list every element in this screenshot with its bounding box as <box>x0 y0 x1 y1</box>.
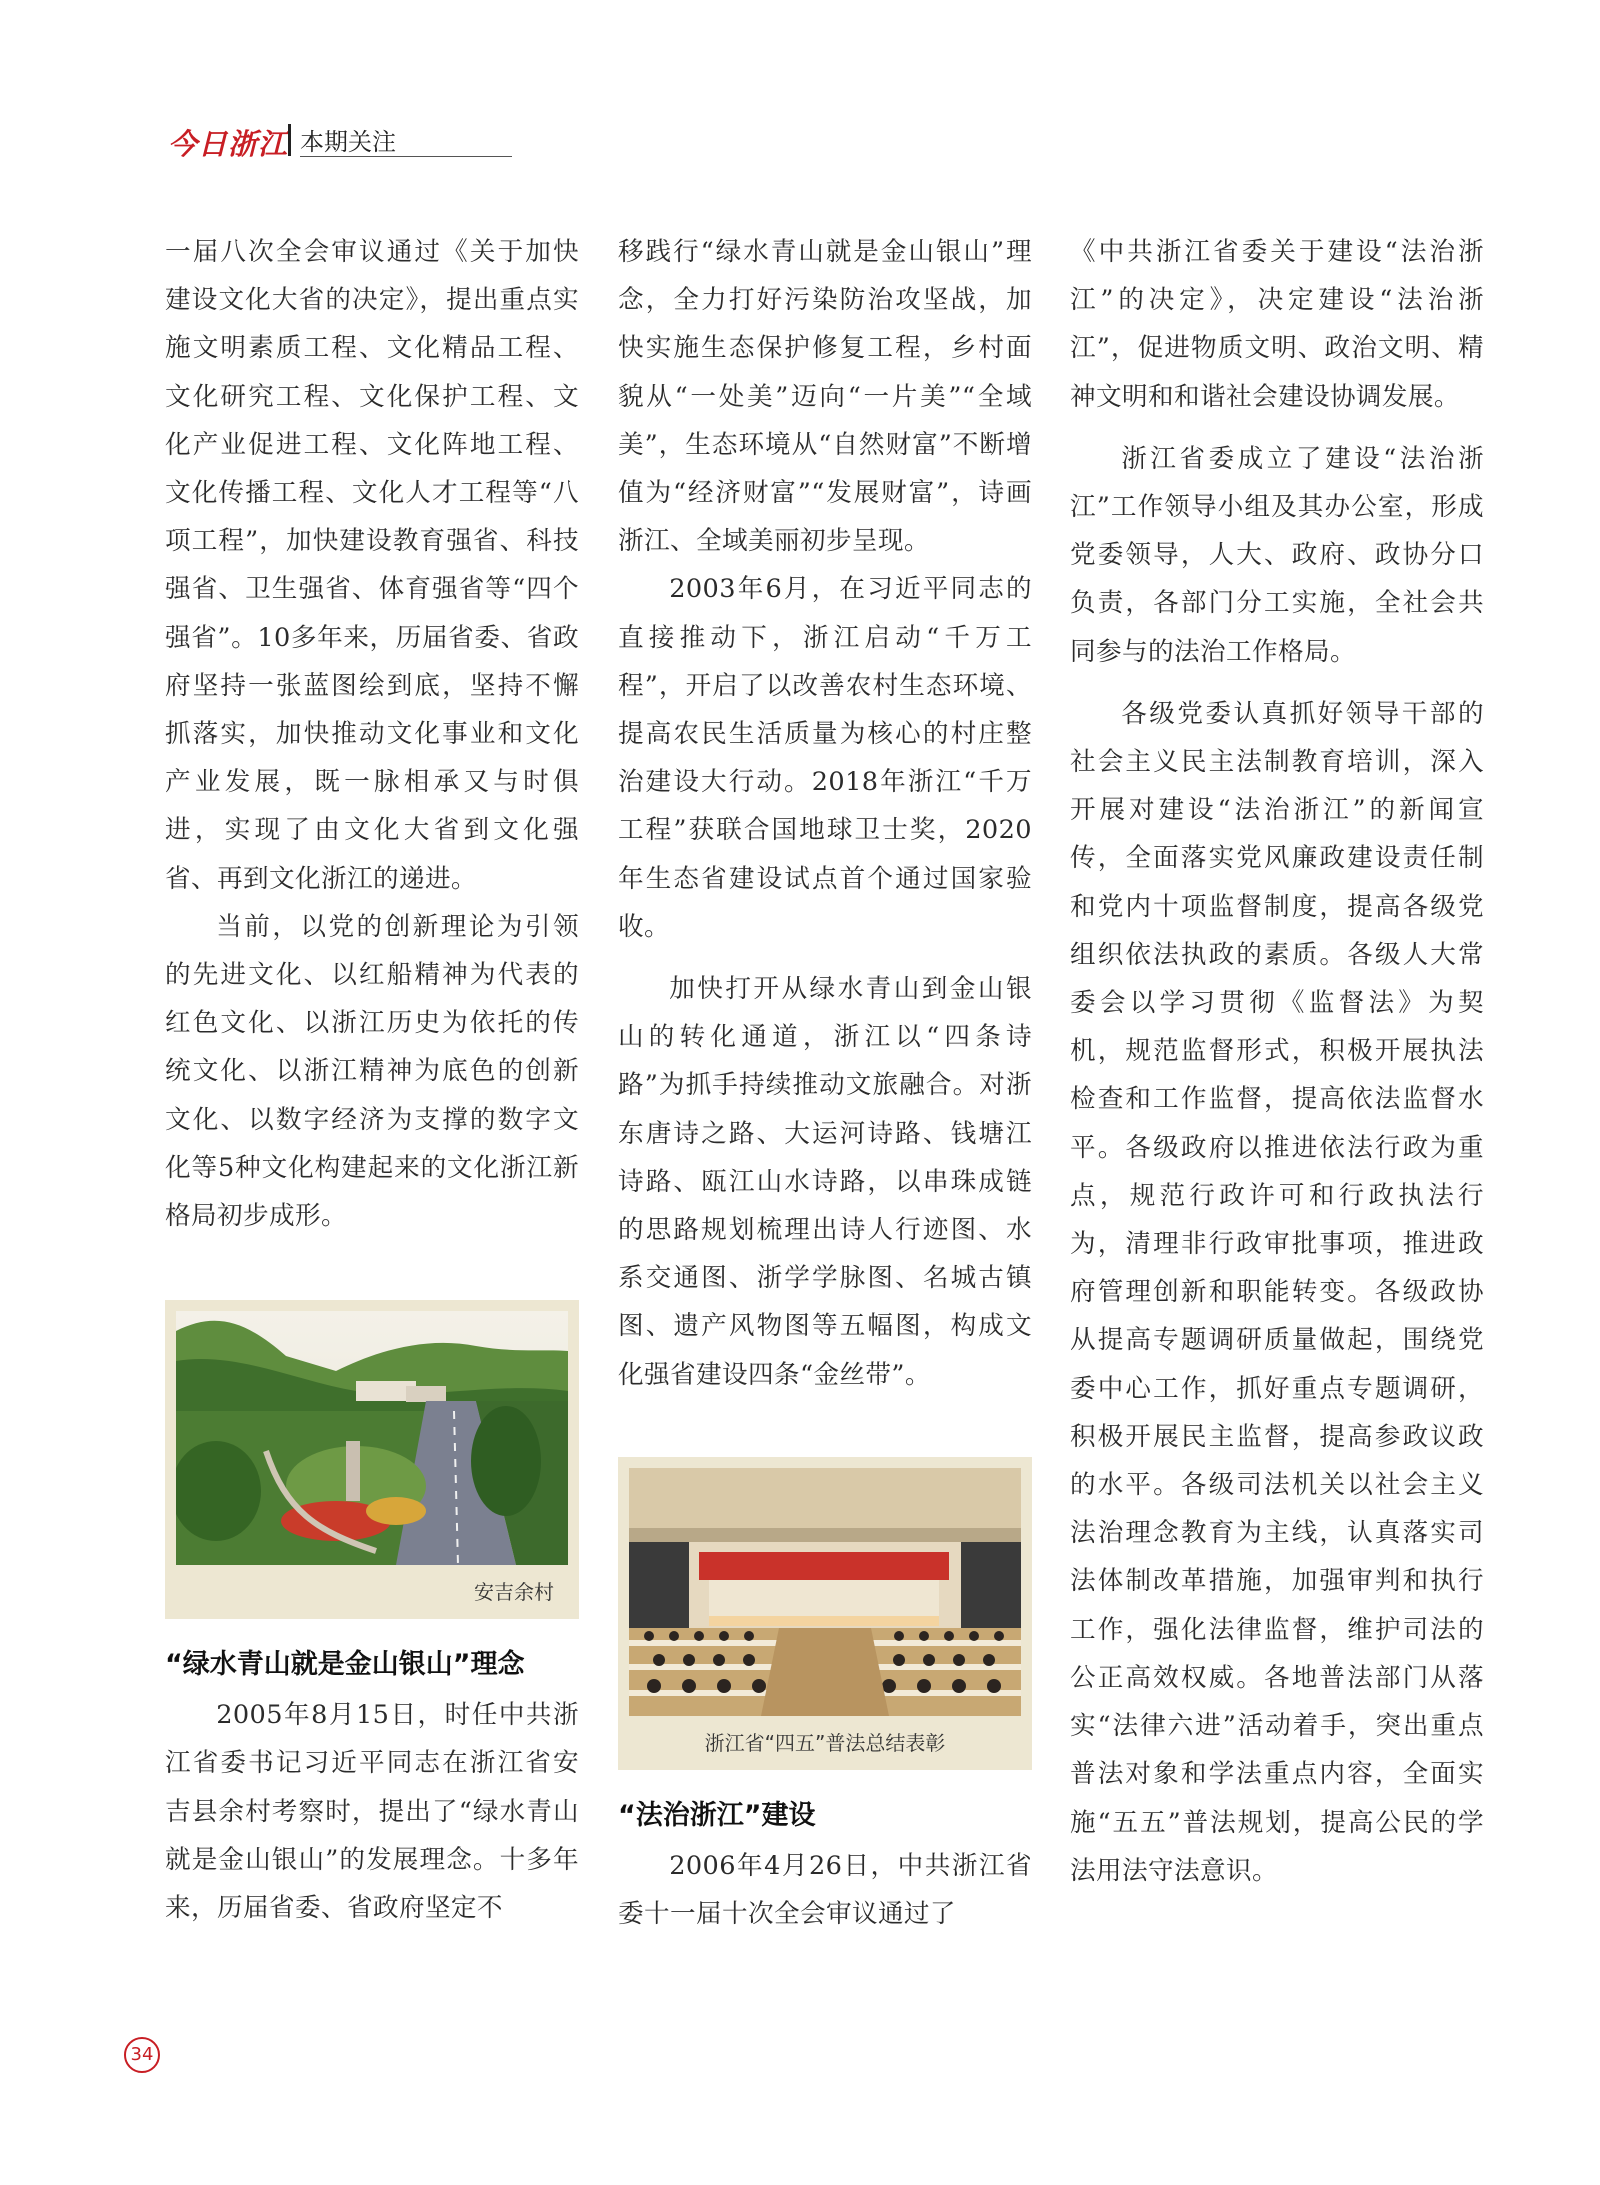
photo-caption: 安吉余村 <box>474 1580 554 1605</box>
photo-anji-yucun <box>176 1311 568 1565</box>
photo-figure-yucun <box>165 1300 579 1619</box>
village-landscape-image <box>176 1311 568 1565</box>
paragraph: 2003年6月，在习近平同志的直接推动下，浙江启动“千万工程”，开启了以改善农村生态环境、提高农民生活质量为核心的村庄整治建设大行动。2018年浙江“千万工程”获联合国地球卫士奖，2020年生态省建设试点首个通过国家验收。 <box>618 574 1032 942</box>
magazine-logo: 今日浙江 <box>168 127 289 161</box>
paragraph: 加快打开从绿水青山到金山银山的转化通道，浙江以“四条诗路”为抓手持续推动文旅融合。对浙东唐诗之路、大运河诗路、钱塘江诗路、瓯江山水诗路，以串珠成链的思路规划梳理出诗人行迹图、水系交通图、浙学学脉图、名城古镇图、遗产风物图等五幅图，构成文化强省建设四条“金丝带”。 <box>618 974 1032 1390</box>
photo-conference-hall <box>629 1468 1021 1716</box>
page-number: 34 <box>124 2037 160 2073</box>
paragraph: 2006年4月26日，中共浙江省委十一届十次全会审议通过了 <box>618 1850 1032 1930</box>
paragraph: 各级党委认真抓好领导干部的社会主义民主法制教育培训，深入开展对建设“法治浙江”的新闻宣传，全面落实党风廉政建设责任制和党内十项监督制度，提高各级党组织依法执政的素质。各级人大常委会以学习贯彻《监督法》为契机，规范监督形式，积极开展执法检查和工作监督，提高依法监督水平。各级政府以推进依法行政为重点，规范行政许可和行政执法行为，清理非行政审批事项，推进政府管理创新和职能转变。各级政协从提高专题调研质量做起，围绕党委中心工作，抓好重点专题调研，积极开展民主监督，提高参政议政的水平。各级司法机关以社会主义法治理念教育为主线，认真落实司法体制改革措施，加强审判和执行工作，强化法律监督，维护司法的公正高效权威。各地普法部门从落实“法律六进”活动着手，突出重点普法对象和学法重点内容，全面实施“五五”普法规划，提高公民的学法用法守法意识。 <box>1070 698 1484 1886</box>
paragraph: 2005年8月15日，时任中共浙江省委书记习近平同志在浙江省安吉县余村考察时，提出了“绿水青山就是金山银山”的发展理念。十多年来，历届省委、省政府坚定不 <box>165 1700 579 1924</box>
header-divider <box>288 124 291 156</box>
section-title: 本期关注 <box>300 128 396 156</box>
subheading: “法治浙江”建设 <box>618 1799 816 1831</box>
paragraph: 浙江省委成立了建设“法治浙江”工作领导小组及其办公室，形成党委领导，人大、政府、政协分口负责，各部门分工实施，全社会共同参与的法治工作格局。 <box>1070 443 1484 667</box>
photo-figure-conference <box>618 1457 1032 1770</box>
page-header <box>168 122 513 162</box>
column-3 <box>1070 228 1484 1895</box>
paragraph: 《中共浙江省委关于建设“法治浙江”的决定》，决定建设“法治浙江”，促进物质文明、政治文明、精神文明和和谐社会建设协调发展。 <box>1070 237 1484 412</box>
column-1 <box>165 228 579 1932</box>
photo-caption: 浙江省“四五”普法总结表彰 <box>704 1730 946 1755</box>
paragraph: 当前，以党的创新理论为引领的先进文化、以红船精神为代表的红色文化、以浙江历史为依托的传统文化、以浙江精神为底色的创新文化、以数字经济为支撑的数字文化等5种文化构建起来的文化浙江新格局初步成形。 <box>165 911 579 1232</box>
paragraph: 移践行“绿水青山就是金山银山”理念，全力打好污染防治攻坚战，加快实施生态保护修复工程，乡村面貌从“一处美”迈向“一片美”“全域美”，生态环境从“自然财富”不断增值为“经济财富”“发展财富”，诗画浙江、全域美丽初步呈现。 <box>618 237 1032 557</box>
conference-hall-image <box>629 1468 1021 1716</box>
column-2 <box>618 228 1032 1938</box>
subheading: “绿水青山就是金山银山”理念 <box>165 1649 525 1681</box>
paragraph: 一届八次全会审议通过《关于加快建设文化大省的决定》，提出重点实施文明素质工程、文化精品工程、文化研究工程、文化保护工程、文化产业促进工程、文化阵地工程、文化传播工程、文化人才工程等“八项工程”，加快建设教育强省、科技强省、卫生强省、体育强省等“四个强省”。10多年来，历届省委、省政府坚持一张蓝图绘到底，坚持不懈抓落实，加快推动文化事业和文化产业发展，既一脉相承又与时俱进，实现了由文化大省到文化强省、再到文化浙江的递进。 <box>165 237 579 894</box>
header-rule <box>300 156 512 157</box>
